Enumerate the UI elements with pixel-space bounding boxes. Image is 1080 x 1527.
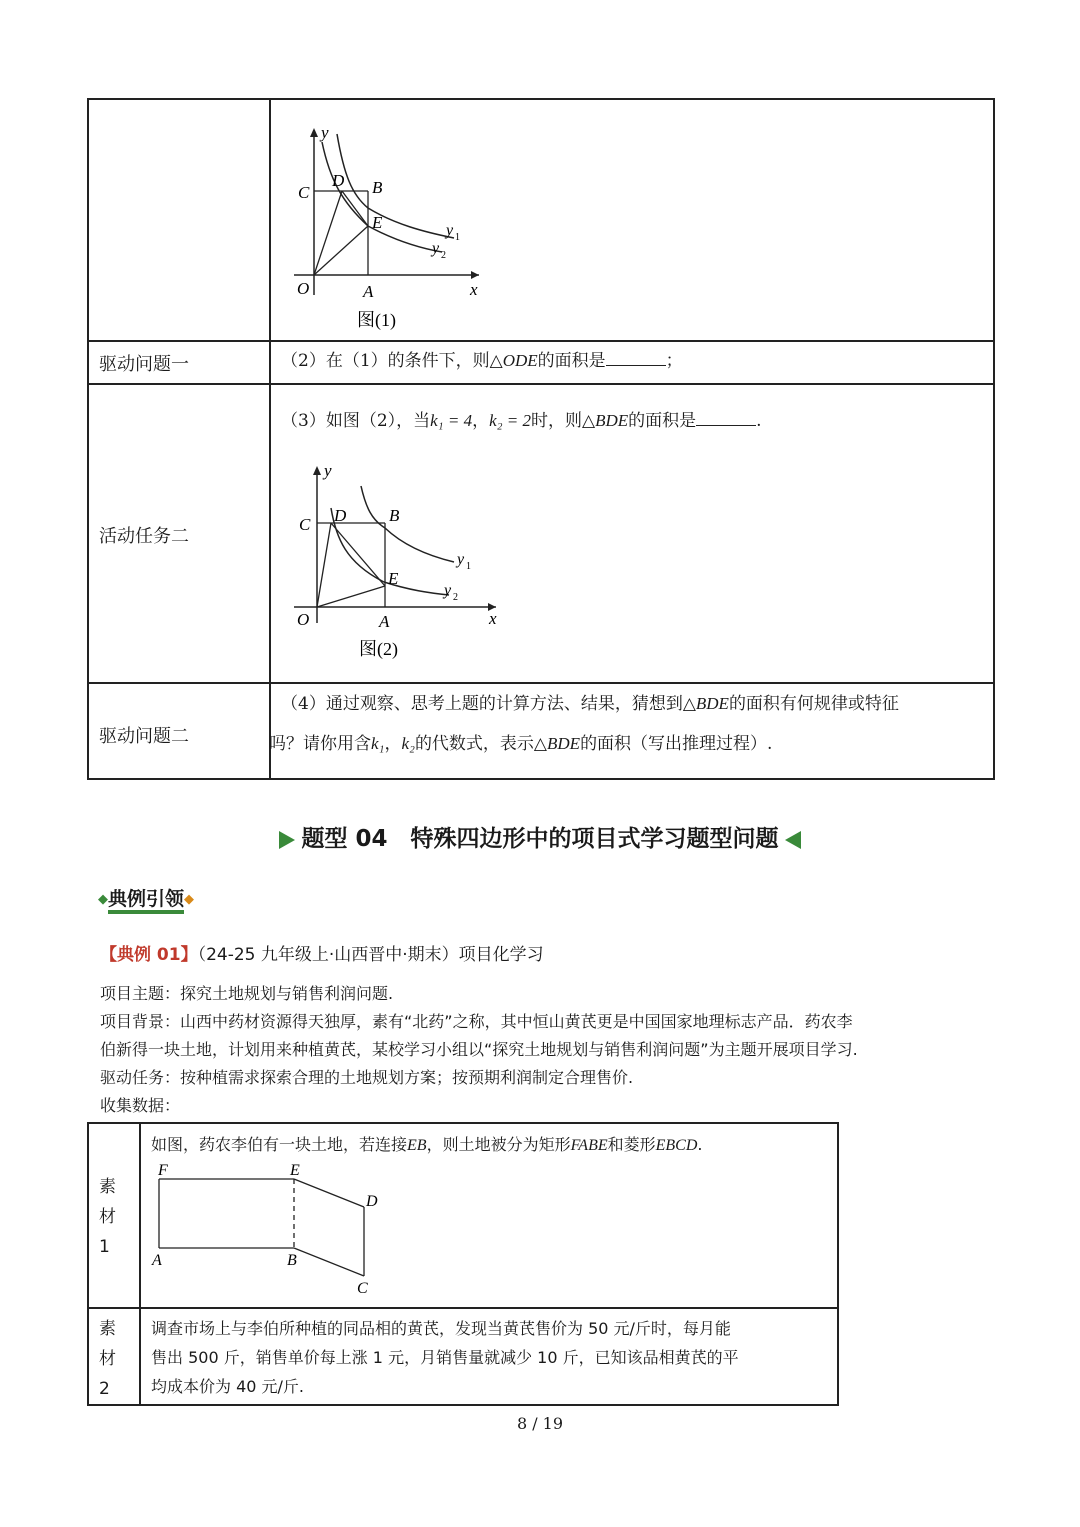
figure-1 bbox=[274, 120, 494, 330]
row-label-activity-task2: 活动任务二 bbox=[99, 526, 189, 547]
curve-y1 bbox=[361, 486, 454, 562]
label-a: A bbox=[363, 282, 374, 301]
project-background-cont: 伯新得一块土地，计划用来种植黄芪，某校学习小组以“探究土地规划与销售利润问题”为主题开展项目学习. bbox=[100, 1040, 858, 1059]
curve-y1 bbox=[337, 134, 454, 238]
label-y1: y bbox=[457, 551, 465, 568]
label-b: B bbox=[389, 506, 400, 525]
question-2: （2）在（1）的条件下，则△ODE的面积是 ； bbox=[281, 351, 683, 371]
label-b: B bbox=[372, 178, 383, 197]
svg-text:B: B bbox=[287, 1252, 297, 1269]
row-divider bbox=[89, 383, 993, 385]
svg-text:A: A bbox=[152, 1252, 162, 1269]
label-o: O bbox=[297, 610, 310, 629]
label-x: x bbox=[489, 609, 497, 628]
svg-text:1: 1 bbox=[466, 561, 471, 572]
example-title: 【典例 01】（24-25 九年级上·山西晋中·期末）项目化学习 bbox=[100, 945, 544, 965]
project-background: 项目背景：山西中药材资源得天独厚，素有“北药”之称，其中恒山黄芪更是中国国家地理标志产品．药农李 bbox=[100, 1012, 853, 1031]
land-figure bbox=[144, 1159, 404, 1304]
label-y2: y bbox=[444, 582, 452, 599]
svg-text:C: C bbox=[357, 1280, 368, 1297]
figure-2 bbox=[274, 458, 504, 668]
question-3: （3）如图（2），当k₁ = 4，k₂ = 2时，则△BDE的面积是 . bbox=[281, 411, 762, 431]
arrow-left-icon bbox=[785, 831, 801, 849]
label-y1: y bbox=[446, 222, 454, 239]
question-4: （4）通过观察、思考上题的计算方法、结果，猜想到△BDE的面积有何规律或特征 吗？请你用含k₁，k₂的代数式，表示△BDE的面积（写出推理过程）. bbox=[269, 694, 899, 754]
table-divider bbox=[139, 1124, 141, 1404]
material-2-text: 调查市场上与李伯所种植的同品相的黄芪，发现当黄芪售价为 50 元/斤时，每月能 售出 500 斤，销售单价每上涨 1 元，月销售量就减少 10 斤，已知该品相黄芪的平 均成本价为 40 元/斤. bbox=[151, 1319, 739, 1396]
label-e: E bbox=[388, 569, 399, 588]
label-y: y bbox=[324, 461, 332, 480]
row-divider bbox=[89, 1307, 837, 1309]
label-e: E bbox=[372, 213, 383, 232]
row-label-driving-q1: 驱动问题一 bbox=[99, 354, 189, 375]
page-number: 8 / 19 bbox=[516, 1414, 564, 1433]
diamond-icon: ◆ bbox=[98, 892, 108, 907]
diamond-icon: ◆ bbox=[184, 892, 195, 907]
label-c: C bbox=[299, 515, 311, 534]
svg-text:1: 1 bbox=[455, 232, 460, 243]
label-o: O bbox=[297, 279, 310, 298]
svg-text:2: 2 bbox=[441, 250, 446, 261]
figure-2-caption: 图(2) bbox=[359, 639, 398, 659]
label-y: y bbox=[321, 123, 329, 142]
svg-text:F: F bbox=[158, 1162, 168, 1179]
arrow-right-icon bbox=[279, 831, 295, 849]
table-divider bbox=[269, 100, 271, 778]
collect-data: 收集数据： bbox=[100, 1096, 181, 1115]
figure-1-caption: 图(1) bbox=[357, 310, 396, 330]
project-theme: 项目主题：探究土地规划与销售利润问题. bbox=[100, 984, 394, 1003]
label-d: D bbox=[334, 506, 347, 525]
label-a: A bbox=[379, 612, 390, 631]
example-guide-heading: ◆典例引领◆ bbox=[98, 884, 194, 911]
label-y2: y bbox=[432, 240, 440, 257]
material-1-text: 如图，药农李伯有一块土地，若连接EB，则土地被分为矩形FABE和菱形EBCD. bbox=[151, 1135, 703, 1154]
material-2-label: 素 材 2 bbox=[99, 1319, 116, 1399]
label-x: x bbox=[470, 280, 478, 299]
svg-text:D: D bbox=[366, 1193, 378, 1210]
svg-text:E: E bbox=[290, 1162, 300, 1179]
materials-table bbox=[87, 1122, 839, 1406]
label-c: C bbox=[298, 183, 310, 202]
driving-task: 驱动任务：按种植需求探索合理的土地规划方案；按预期利润制定合理售价. bbox=[100, 1068, 634, 1087]
section-heading: 题型 04 特殊四边形中的项目式学习题型问题 bbox=[0, 820, 1080, 853]
activity-table bbox=[87, 98, 995, 780]
material-1-label: 素 材 1 bbox=[99, 1177, 116, 1257]
row-label-driving-q2: 驱动问题二 bbox=[99, 726, 189, 747]
svg-text:2: 2 bbox=[453, 592, 458, 603]
label-d: D bbox=[332, 171, 345, 190]
